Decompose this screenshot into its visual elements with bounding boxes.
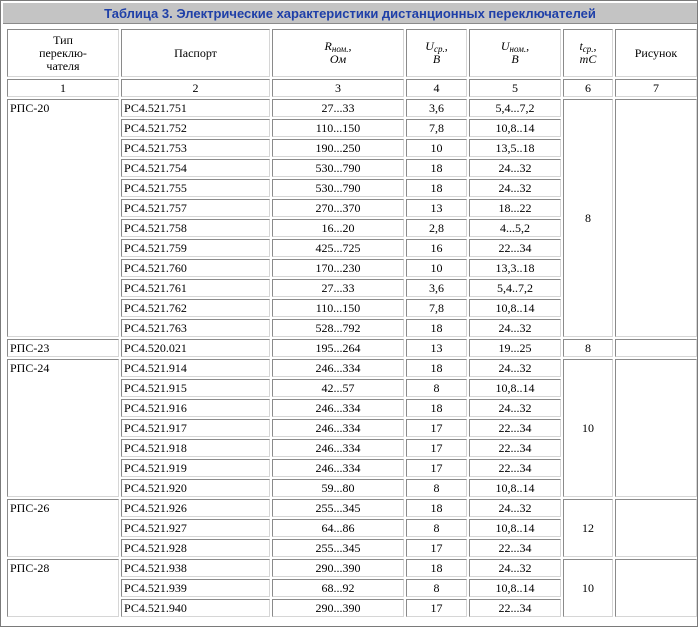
- u-nom-cell: 24...32: [469, 499, 561, 517]
- resistance-cell: 246...334: [272, 419, 404, 437]
- table-row: [7, 99, 697, 117]
- u-nom-cell: 10,8..14: [469, 379, 561, 397]
- passport-cell: РС4.521.914: [121, 359, 270, 377]
- u-avg-cell: 17: [406, 539, 467, 557]
- table-row: [7, 559, 697, 577]
- passport-cell: РС4.521.926: [121, 499, 270, 517]
- u-avg-cell: 7,8: [406, 299, 467, 317]
- resistance-cell: 68...92: [272, 579, 404, 597]
- t-avg-cell: 8: [563, 339, 613, 357]
- column-numbers-row: [7, 79, 697, 97]
- passport-cell: РС4.521.757: [121, 199, 270, 217]
- u-avg-cell: 17: [406, 459, 467, 477]
- u-avg-cell: 18: [406, 359, 467, 377]
- passport-cell: РС4.521.915: [121, 379, 270, 397]
- column-number: 7: [615, 79, 697, 97]
- passport-cell: РС4.521.752: [121, 119, 270, 137]
- t-avg-cell: 10: [563, 359, 613, 497]
- figure-cell: [615, 339, 697, 357]
- u-avg-cell: 10: [406, 139, 467, 157]
- switch-type-cell: РПС-23: [7, 339, 119, 357]
- resistance-cell: 246...334: [272, 439, 404, 457]
- passport-cell: РС4.521.919: [121, 459, 270, 477]
- u-nom-cell: 10,8..14: [469, 299, 561, 317]
- header-figure: Рисунок: [615, 29, 697, 77]
- passport-cell: РС4.521.940: [121, 599, 270, 617]
- column-number: 2: [121, 79, 270, 97]
- u-avg-cell: 8: [406, 479, 467, 497]
- column-number: 4: [406, 79, 467, 97]
- resistance-cell: 42...57: [272, 379, 404, 397]
- u-nom-cell: 13,5..18: [469, 139, 561, 157]
- resistance-cell: 528...792: [272, 319, 404, 337]
- passport-cell: РС4.521.760: [121, 259, 270, 277]
- u-nom-cell: 18...22: [469, 199, 561, 217]
- resistance-cell: 190...250: [272, 139, 404, 157]
- resistance-cell: 246...334: [272, 399, 404, 417]
- header-u-avg: $U_{ср.}$, В: [406, 29, 467, 77]
- u-nom-cell: 5,4...7,2: [469, 99, 561, 117]
- u-avg-cell: 18: [406, 319, 467, 337]
- passport-cell: РС4.521.762: [121, 299, 270, 317]
- u-avg-cell: 17: [406, 599, 467, 617]
- u-avg-cell: 2,8: [406, 219, 467, 237]
- resistance-cell: 255...345: [272, 499, 404, 517]
- header-row: [7, 29, 697, 77]
- switch-type-cell: РПС-26: [7, 499, 119, 557]
- passport-cell: РС4.521.758: [121, 219, 270, 237]
- header-resistance: $R_{ном.}$, Ом: [272, 29, 404, 77]
- resistance-cell: 170...230: [272, 259, 404, 277]
- u-avg-cell: 16: [406, 239, 467, 257]
- u-nom-cell: 24...32: [469, 159, 561, 177]
- u-nom-cell: 22...34: [469, 439, 561, 457]
- figure-cell: [615, 499, 697, 557]
- passport-cell: РС4.521.917: [121, 419, 270, 437]
- table-row: [7, 359, 697, 377]
- passport-cell: РС4.521.939: [121, 579, 270, 597]
- switch-type-cell: РПС-28: [7, 559, 119, 617]
- resistance-cell: 290...390: [272, 599, 404, 617]
- resistance-cell: 195...264: [272, 339, 404, 357]
- u-avg-cell: 17: [406, 439, 467, 457]
- u-nom-cell: 22...34: [469, 419, 561, 437]
- passport-cell: РС4.521.918: [121, 439, 270, 457]
- passport-cell: РС4.521.938: [121, 559, 270, 577]
- resistance-cell: 27...33: [272, 99, 404, 117]
- characteristics-table: [5, 27, 699, 619]
- u-avg-cell: 3,6: [406, 99, 467, 117]
- u-avg-cell: 18: [406, 499, 467, 517]
- u-nom-cell: 4...5,2: [469, 219, 561, 237]
- u-nom-cell: 10,8..14: [469, 579, 561, 597]
- u-nom-cell: 10,8..14: [469, 479, 561, 497]
- u-nom-cell: 24...32: [469, 319, 561, 337]
- header-t-avg: $t_{ср.}$, mC: [563, 29, 613, 77]
- t-avg-cell: 12: [563, 499, 613, 557]
- table-title: Таблица 3. Электрические характеристики дистанционных переключателей: [3, 3, 697, 24]
- u-nom-cell: 24...32: [469, 559, 561, 577]
- u-avg-cell: 10: [406, 259, 467, 277]
- resistance-cell: 64...86: [272, 519, 404, 537]
- u-nom-cell: 13,3..18: [469, 259, 561, 277]
- resistance-cell: 290...390: [272, 559, 404, 577]
- passport-cell: РС4.521.920: [121, 479, 270, 497]
- u-avg-cell: 13: [406, 339, 467, 357]
- u-avg-cell: 18: [406, 399, 467, 417]
- resistance-cell: 246...334: [272, 359, 404, 377]
- figure-cell: [615, 99, 697, 337]
- resistance-cell: 110...150: [272, 299, 404, 317]
- u-avg-cell: 8: [406, 579, 467, 597]
- u-avg-cell: 13: [406, 199, 467, 217]
- resistance-cell: 530...790: [272, 159, 404, 177]
- u-avg-cell: 3,6: [406, 279, 467, 297]
- u-nom-cell: 24...32: [469, 179, 561, 197]
- u-avg-cell: 17: [406, 419, 467, 437]
- column-number: 3: [272, 79, 404, 97]
- passport-cell: РС4.520.021: [121, 339, 270, 357]
- passport-cell: РС4.521.927: [121, 519, 270, 537]
- figure-cell: [615, 559, 697, 617]
- switch-type-cell: РПС-24: [7, 359, 119, 497]
- resistance-cell: 530...790: [272, 179, 404, 197]
- passport-cell: РС4.521.755: [121, 179, 270, 197]
- resistance-cell: 425...725: [272, 239, 404, 257]
- resistance-cell: 59...80: [272, 479, 404, 497]
- u-nom-cell: 5,4..7,2: [469, 279, 561, 297]
- t-avg-cell: 10: [563, 559, 613, 617]
- figure-cell: [615, 359, 697, 497]
- u-nom-cell: 10,8..14: [469, 519, 561, 537]
- u-nom-cell: 22...34: [469, 599, 561, 617]
- resistance-cell: 255...345: [272, 539, 404, 557]
- resistance-cell: 110...150: [272, 119, 404, 137]
- table-row: [7, 339, 697, 357]
- u-nom-cell: 22...34: [469, 539, 561, 557]
- passport-cell: РС4.521.759: [121, 239, 270, 257]
- u-avg-cell: 18: [406, 559, 467, 577]
- passport-cell: РС4.521.751: [121, 99, 270, 117]
- column-number: 5: [469, 79, 561, 97]
- header-passport: Паспорт: [121, 29, 270, 77]
- passport-cell: РС4.521.753: [121, 139, 270, 157]
- u-avg-cell: 8: [406, 379, 467, 397]
- passport-cell: РС4.521.761: [121, 279, 270, 297]
- resistance-cell: 16...20: [272, 219, 404, 237]
- column-number: 1: [7, 79, 119, 97]
- resistance-cell: 27...33: [272, 279, 404, 297]
- passport-cell: РС4.521.916: [121, 399, 270, 417]
- column-number: 6: [563, 79, 613, 97]
- header-type: Тип переклю- чателя: [7, 29, 119, 77]
- u-nom-cell: 19...25: [469, 339, 561, 357]
- t-avg-cell: 8: [563, 99, 613, 337]
- header-u-nom: $U_{ном.}$, В: [469, 29, 561, 77]
- passport-cell: РС4.521.763: [121, 319, 270, 337]
- table-row: [7, 499, 697, 517]
- u-nom-cell: 22...34: [469, 239, 561, 257]
- u-avg-cell: 18: [406, 159, 467, 177]
- u-avg-cell: 18: [406, 179, 467, 197]
- resistance-cell: 270...370: [272, 199, 404, 217]
- resistance-cell: 246...334: [272, 459, 404, 477]
- u-nom-cell: 22...34: [469, 459, 561, 477]
- u-avg-cell: 7,8: [406, 119, 467, 137]
- passport-cell: РС4.521.754: [121, 159, 270, 177]
- u-nom-cell: 24...32: [469, 399, 561, 417]
- u-nom-cell: 10,8..14: [469, 119, 561, 137]
- u-nom-cell: 24...32: [469, 359, 561, 377]
- u-avg-cell: 8: [406, 519, 467, 537]
- passport-cell: РС4.521.928: [121, 539, 270, 557]
- switch-type-cell: РПС-20: [7, 99, 119, 337]
